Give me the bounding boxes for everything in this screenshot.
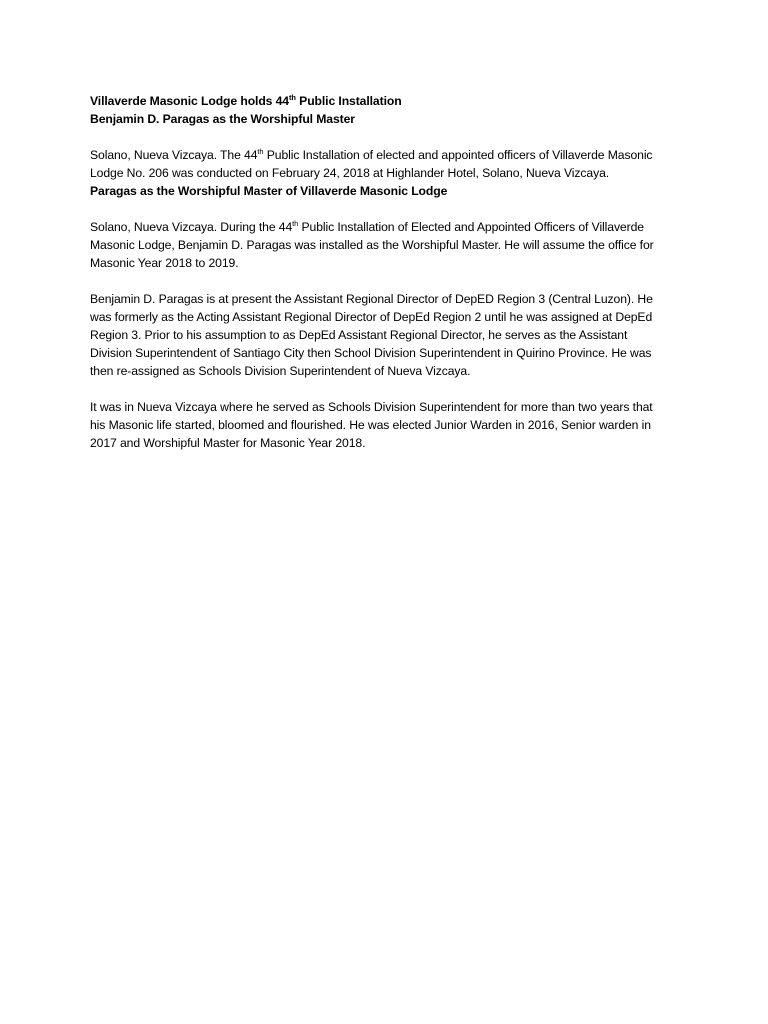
paragraph-installation-rest: Public Installation of elected and appointed officers of Villaverde Masonic Lodge No. 206 was conducted on February 24, 2018 at Highlander Hotel, Solano, Nueva Vizcaya.: [90, 148, 653, 180]
paragraph-installation-prefix: Solano, Nueva Vizcaya. The 44: [90, 148, 258, 162]
headline-line1-rest: Public Installation: [295, 94, 402, 108]
headline-ordinal-suffix: th: [288, 92, 296, 102]
article-headline: [90, 92, 670, 128]
section-subheading: Paragas as the Worshipful Master of Villaverde Masonic Lodge: [90, 184, 448, 198]
paragraph-wm-prefix: Solano, Nueva Vizcaya. During the 44: [90, 220, 293, 234]
paragraph-wm-rest: Public Installation of Elected and Appointed Officers of Villaverde Masonic Lodge, Benjamin D. Paragas was installed as the Worshipful Master. He will assume the office for Masonic Year 2018 to 2019.: [90, 220, 654, 270]
headline-line2: Benjamin D. Paragas as the Worshipful Master: [90, 112, 355, 126]
article-body: [90, 92, 670, 452]
paragraph-wm-ordinal: th: [292, 218, 299, 228]
paragraph-worshipful-master: [90, 218, 670, 272]
paragraph-installation: [90, 146, 670, 182]
paragraph-biography: Benjamin D. Paragas is at present the Assistant Regional Director of DepED Region 3 (Central Luzon). He was formerly as the Acting Assistant Regional Director of DepEd Region 2 until he was assigned at DepEd Region 3. Prior to his assumption to as DepEd Assistant Regional Director, he serves as the Assistant Division Superintendent of Santiago City then School Division Superintendent in Quirino Province. He was then re-assigned as Schools Division Superintendent of Nueva Vizcaya.: [90, 292, 653, 378]
paragraph-installation-ordinal: th: [257, 146, 264, 156]
paragraph-masonic-life: It was in Nueva Vizcaya where he served as Schools Division Superintendent for more than two years that his Masonic life started, bloomed and flourished. He was elected Junior Warden in 2016, Senior warden in 2017 and Worshipful Master for Masonic Year 2018.: [90, 400, 653, 450]
headline-line1-prefix: Villaverde Masonic Lodge holds 44: [90, 94, 289, 108]
